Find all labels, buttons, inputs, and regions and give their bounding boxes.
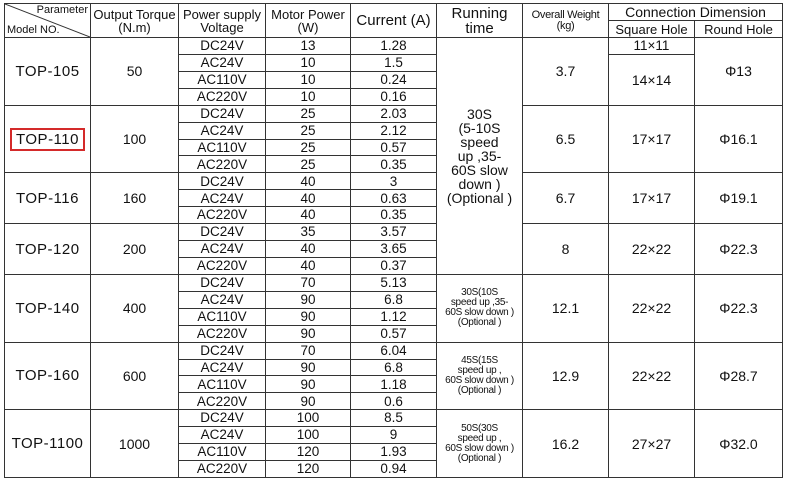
voltage-cell: AC24V: [179, 359, 266, 376]
header-current: Current (A): [351, 4, 437, 38]
current-cell: 8.5: [351, 410, 437, 427]
voltage-cell: AC110V: [179, 139, 266, 156]
current-cell: 0.57: [351, 139, 437, 156]
model-cell: [5, 38, 91, 106]
current-cell: 3.65: [351, 241, 437, 258]
current-cell: 2.12: [351, 122, 437, 139]
header-parameter: Parameter: [36, 4, 88, 16]
current-cell: 0.57: [351, 325, 437, 342]
output-torque-cell: 100: [91, 105, 179, 173]
running-time-cell: 30S(10S speed up ,35- 60S slow down ) (Optional ): [437, 274, 523, 342]
overall-weight-cell: 6.7: [523, 173, 609, 224]
table-row: [5, 105, 783, 122]
table-row: [5, 342, 783, 359]
model-name: TOP-105: [15, 62, 80, 80]
voltage-cell: AC220V: [179, 257, 266, 274]
motor-power-cell: 10: [266, 54, 351, 71]
current-cell: 3.57: [351, 224, 437, 241]
round-hole-cell: Φ22.3: [695, 274, 783, 342]
round-hole-cell: Φ32.0: [695, 410, 783, 478]
model-name: TOP-160: [15, 367, 80, 385]
square-hole-cell: 27×27: [609, 410, 695, 478]
voltage-cell: AC220V: [179, 156, 266, 173]
header-model-no: Model NO.: [7, 24, 60, 36]
model-name: TOP-120: [15, 240, 80, 258]
square-hole-cell: 22×22: [609, 274, 695, 342]
output-torque-cell: 600: [91, 342, 179, 410]
voltage-cell: DC24V: [179, 410, 266, 427]
table-row: [5, 274, 783, 291]
motor-power-cell: 40: [266, 190, 351, 207]
current-cell: 1.93: [351, 444, 437, 461]
running-time-cell: 50S(30S speed up , 60S slow down ) (Optional ): [437, 410, 523, 478]
voltage-cell: AC110V: [179, 71, 266, 88]
voltage-cell: AC220V: [179, 461, 266, 478]
current-cell: 2.03: [351, 105, 437, 122]
motor-power-cell: 90: [266, 359, 351, 376]
header-running-time: Running time: [437, 4, 523, 38]
motor-power-cell: 25: [266, 105, 351, 122]
motor-power-cell: 10: [266, 71, 351, 88]
model-name: TOP-116: [16, 189, 79, 207]
motor-power-cell: 13: [266, 38, 351, 55]
current-cell: 9: [351, 427, 437, 444]
voltage-cell: DC24V: [179, 173, 266, 190]
current-cell: 0.94: [351, 461, 437, 478]
motor-power-cell: 40: [266, 257, 351, 274]
current-cell: 6.8: [351, 359, 437, 376]
square-hole-cell: 17×17: [609, 105, 695, 173]
voltage-cell: AC110V: [179, 444, 266, 461]
current-cell: 1.28: [351, 38, 437, 55]
voltage-cell: AC220V: [179, 88, 266, 105]
header-output-torque: Output Torque (N.m): [91, 4, 179, 38]
voltage-cell: DC24V: [179, 224, 266, 241]
voltage-cell: AC110V: [179, 308, 266, 325]
header-square-hole: Square Hole: [609, 21, 695, 38]
header-parameter-model: [5, 4, 91, 38]
voltage-cell: DC24V: [179, 105, 266, 122]
square-hole-cell: 14×14: [609, 54, 695, 105]
motor-power-cell: 120: [266, 461, 351, 478]
motor-power-cell: 25: [266, 156, 351, 173]
table-row: [5, 173, 783, 190]
voltage-cell: DC24V: [179, 342, 266, 359]
current-cell: 0.6: [351, 393, 437, 410]
voltage-cell: AC24V: [179, 190, 266, 207]
motor-power-cell: 90: [266, 376, 351, 393]
current-cell: 1.12: [351, 308, 437, 325]
header-power-supply: Power supply Voltage: [179, 4, 266, 38]
voltage-cell: DC24V: [179, 274, 266, 291]
motor-power-cell: 40: [266, 241, 351, 258]
motor-power-cell: 90: [266, 291, 351, 308]
voltage-cell: AC24V: [179, 427, 266, 444]
header-motor-power: Motor Power (W): [266, 4, 351, 38]
motor-power-cell: 40: [266, 173, 351, 190]
model-cell: [5, 173, 91, 224]
current-cell: 0.24: [351, 71, 437, 88]
output-torque-cell: 400: [91, 274, 179, 342]
model-cell: [5, 342, 91, 410]
motor-power-cell: 70: [266, 274, 351, 291]
model-cell: [5, 410, 91, 478]
current-cell: 0.63: [351, 190, 437, 207]
output-torque-cell: 1000: [91, 410, 179, 478]
current-cell: 0.37: [351, 257, 437, 274]
output-torque-cell: 200: [91, 224, 179, 275]
model-cell: [5, 105, 91, 173]
table-row: [5, 224, 783, 241]
model-cell: [5, 224, 91, 275]
motor-power-cell: 90: [266, 393, 351, 410]
spec-table: [4, 3, 783, 478]
voltage-cell: AC110V: [179, 376, 266, 393]
table-row: [5, 38, 783, 55]
motor-power-cell: 100: [266, 410, 351, 427]
voltage-cell: DC24V: [179, 38, 266, 55]
square-hole-cell: 11×11: [609, 38, 695, 55]
current-cell: 0.16: [351, 88, 437, 105]
motor-power-cell: 90: [266, 325, 351, 342]
output-torque-cell: 160: [91, 173, 179, 224]
spec-body: [5, 38, 783, 478]
running-time-cell: 45S(15S speed up , 60S slow down ) (Optional ): [437, 342, 523, 410]
running-time-cell: 30S (5-10S speed up ,35- 60S slow down ) (Optional ): [437, 38, 523, 275]
motor-power-cell: 70: [266, 342, 351, 359]
round-hole-cell: Φ22.3: [695, 224, 783, 275]
overall-weight-cell: 8: [523, 224, 609, 275]
motor-power-cell: 90: [266, 308, 351, 325]
current-cell: 5.13: [351, 274, 437, 291]
voltage-cell: AC24V: [179, 241, 266, 258]
motor-power-cell: 40: [266, 207, 351, 224]
current-cell: 1.18: [351, 376, 437, 393]
voltage-cell: AC24V: [179, 291, 266, 308]
round-hole-cell: Φ16.1: [695, 105, 783, 173]
header-round-hole: Round Hole: [695, 21, 783, 38]
motor-power-cell: 10: [266, 88, 351, 105]
output-torque-cell: 50: [91, 38, 179, 106]
motor-power-cell: 25: [266, 122, 351, 139]
overall-weight-cell: 6.5: [523, 105, 609, 173]
current-cell: 0.35: [351, 156, 437, 173]
table-row: [5, 410, 783, 427]
motor-power-cell: 25: [266, 139, 351, 156]
overall-weight-cell: 3.7: [523, 38, 609, 106]
voltage-cell: AC220V: [179, 325, 266, 342]
model-name: TOP-110: [10, 128, 85, 151]
motor-power-cell: 100: [266, 427, 351, 444]
overall-weight-cell: 16.2: [523, 410, 609, 478]
current-cell: 6.8: [351, 291, 437, 308]
voltage-cell: AC220V: [179, 207, 266, 224]
model-name: TOP-1100: [11, 435, 84, 453]
motor-power-cell: 120: [266, 444, 351, 461]
voltage-cell: AC24V: [179, 122, 266, 139]
current-cell: 6.04: [351, 342, 437, 359]
overall-weight-cell: 12.1: [523, 274, 609, 342]
square-hole-cell: 22×22: [609, 342, 695, 410]
square-hole-cell: 17×17: [609, 173, 695, 224]
current-cell: 3: [351, 173, 437, 190]
round-hole-cell: Φ19.1: [695, 173, 783, 224]
round-hole-cell: Φ28.7: [695, 342, 783, 410]
motor-power-cell: 35: [266, 224, 351, 241]
current-cell: 0.35: [351, 207, 437, 224]
model-name: TOP-140: [15, 299, 80, 317]
overall-weight-cell: 12.9: [523, 342, 609, 410]
header-overall-weight: Overall Weight (kg): [523, 4, 609, 38]
square-hole-cell: 22×22: [609, 224, 695, 275]
voltage-cell: AC24V: [179, 54, 266, 71]
voltage-cell: AC220V: [179, 393, 266, 410]
round-hole-cell: Φ13: [695, 38, 783, 106]
header-connection-dimension: Connection Dimension: [609, 4, 783, 21]
model-cell: [5, 274, 91, 342]
current-cell: 1.5: [351, 54, 437, 71]
